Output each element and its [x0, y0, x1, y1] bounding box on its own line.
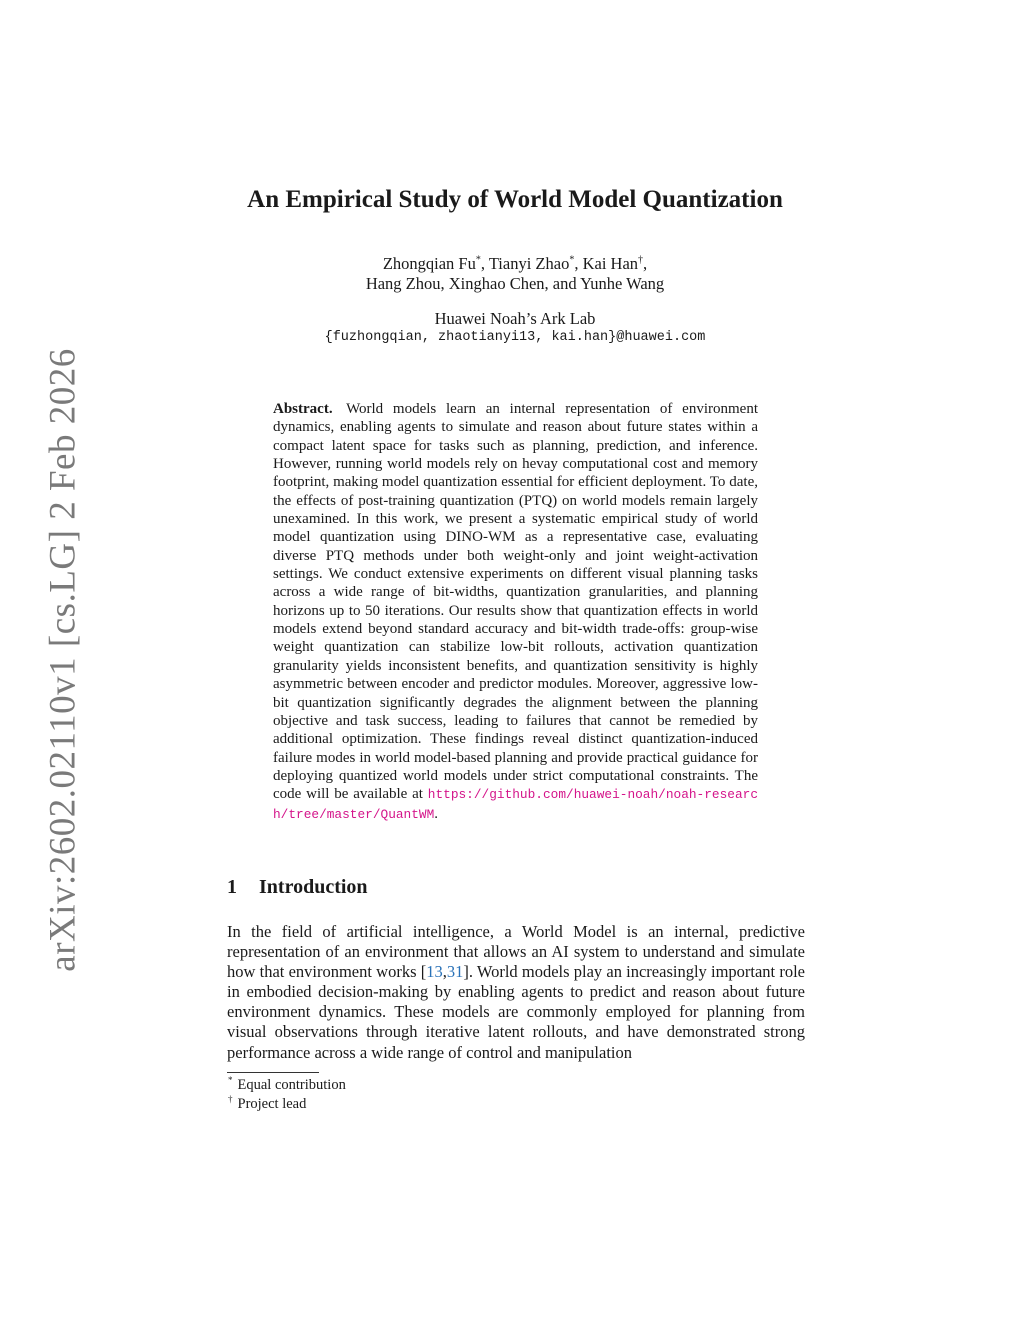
author-name: Kai Han [582, 254, 639, 273]
citation-separator: , [442, 962, 447, 982]
footnote-text: Equal contribution [237, 1077, 346, 1093]
footnote-text: Project lead [237, 1096, 307, 1112]
intro-text-continued: ]. World models play an increasingly important role in embodied decision-making by enabling agents to predict and reason about future environment dynamics. These models are commonly employed for planning from visual observations through iterative latent rollouts, and have demonstrated strong performance across a wide range of control and manipulation [227, 962, 805, 1062]
intro-paragraph [227, 922, 805, 1063]
author-line-1 [0, 254, 1024, 274]
paper-title: An Empirical Study of World Model Quantization [247, 186, 783, 213]
citation-link[interactable]: 13 [426, 962, 443, 982]
author-name: Tianyi Zhao [488, 254, 570, 273]
author-name: Zhongqian Fu [382, 254, 476, 273]
author-line-2: Hang Zhou, Xinghao Chen, and Yunhe Wang [365, 274, 665, 293]
footnote-mark: * [228, 1075, 233, 1086]
author-mark: * [475, 254, 481, 266]
author-separator: , [643, 254, 648, 273]
author-mark: * [569, 254, 575, 266]
section-title: Introduction [259, 876, 368, 898]
arxiv-side-stamp: arXiv:2602.02110v1 [cs.LG] 2 Feb 2026 [42, 348, 84, 972]
affiliation: Huawei Noah’s Ark Lab [434, 309, 596, 328]
section-number: 1 [227, 876, 237, 898]
author-separator: , [480, 254, 489, 273]
email-address: {fuzhongqian, zhaotianyi13, kai.han}@huawei.com [324, 330, 706, 345]
footnote-mark: † [228, 1094, 233, 1105]
abstract-label: Abstract. [273, 401, 333, 417]
abstract-text: World models learn an internal representation of environment dynamics, enabling agents to simulate and reason about future states within a compact latent space for tasks such as planning, prediction, and inference. However, running world models rely on hevay computational cost and memory footprint, making model quantization essential for efficient deployment. To date, the effects of post-training quantization (PTQ) on world models remain largely unexamined. In this work, we present a systematic empirical study of world model quantization using DINO-WM as a representative case, evaluating diverse PTQ methods under both weight-only and joint weight-activation settings. We conduct extensive experiments on different visual planning tasks across a wide range of bit-widths, quantization granularities, and planning horizons up to 50 iterations. Our results show that quantization effects in world models extend beyond standard accuracy and bit-width trade-offs: group-wise weight quantization can stabilize low-bit rollouts, activation quantization granularity yields inconsistent benefits, and quantization sensitivity is highly asymmetric between encoder and predictor modules. Moreover, aggressive low-bit quantization significantly degrades the alignment between the planning objective and task success, leading to failures that cannot be remedied by additional optimization. These findings reveal distinct quantization-induced failure modes in world model-based planning and provide practical guidance for deploying quantized world models under strict computational constraints. The code will be available at [273, 401, 758, 803]
code-link[interactable]: https://github.com/huawei-noah/noah-research/tree/master/QuantWM [273, 787, 758, 822]
footnote-equal-contribution [228, 1077, 346, 1094]
section-heading [227, 876, 368, 899]
abstract [273, 400, 758, 824]
abstract-end: . [434, 805, 439, 822]
citation-link[interactable]: 31 [446, 962, 464, 982]
author-separator: , [574, 254, 583, 273]
intro-text: In the field of artificial intelligence, a World Model is an internal, predictive representation of an environment that allows an AI system to understand and simulate how that environment works [ [227, 922, 805, 982]
footnote-rule [227, 1072, 319, 1073]
author-mark: † [638, 254, 644, 266]
footnote-project-lead [228, 1096, 306, 1113]
